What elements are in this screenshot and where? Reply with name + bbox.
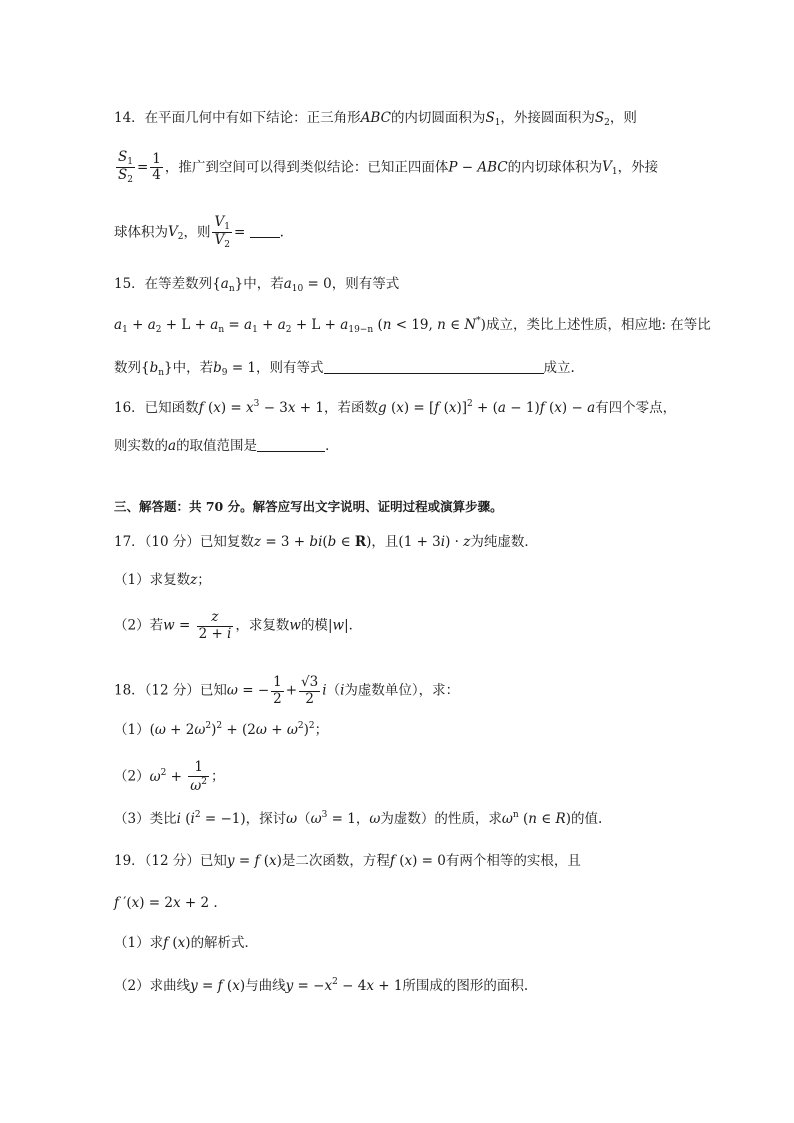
math-omega: ω (286, 811, 298, 827)
math-w-def: w = (163, 617, 195, 634)
math-y-fx: y = f (x) (226, 853, 282, 869)
math-z-def: z = 3 + bi(b ∈ R) (253, 534, 372, 550)
q16-line1: 16．已知函数f $(x) = x^3 - 3x + 1$，若函数g (x) = [f (x)]$^2$ + (a − 1)f (x) − a有四个零点， (114, 399, 677, 416)
math-expr-part2: $\omega^2$ + (149, 767, 187, 785)
q17-line1: 17．（10 分）已知复数z = 3 + bi(b ∈ R)，且(1 + 3i) · z为纯虚数． (114, 534, 538, 550)
answer-blank-14[interactable] (250, 225, 280, 238)
math-z: z (190, 572, 198, 588)
answer-blank-15[interactable] (324, 361, 544, 374)
fraction-one-over-omega2: $\frac{1}{\omega^2}$ (190, 759, 207, 794)
math-i-unit: i (340, 682, 345, 699)
q14-line2: $\frac{S_1}{S_2}$ = $\frac{1}{4}$ ，推广到空间可以得到类似结论：已知正四面体P − ABC的内切球体积为$V_1$，外接 (118, 149, 659, 186)
math-a10: $a_{10} = 0$ (283, 276, 332, 294)
math-s2: $S_2$ (594, 110, 610, 128)
math-omega-def: ω = − (226, 682, 270, 699)
q15-line3: 数列$\{b_n\}$中，若$b_9 = 1$，则有等式 成立. (114, 360, 575, 378)
q19-line2 (114, 897, 218, 911)
fraction-v1-v2: $\frac{V_1}{V_2}$ (214, 214, 230, 251)
q19-part2: （2）求曲线y = f (x)与曲线$y = -x^2 - 4x + 1$所围成的图形的面积. (114, 977, 529, 994)
math-omega-n: $\omega^n$ (n ∈ R) (501, 810, 571, 827)
math-v1: $V_1$ (602, 159, 618, 178)
q17-part2: （2）若w = $\frac{z}{2 + i}$ ，求复数w的模|w|． (114, 609, 363, 642)
q17-part1: （1）求复数z； (114, 572, 211, 588)
math-omega-2: ω (369, 811, 381, 827)
math-a: a (168, 438, 177, 454)
math-pabc: P − ABC (448, 159, 508, 176)
math-seq-an: $\{a_n\}$ (212, 276, 244, 294)
fraction-s1-s2: $\frac{S_1}{S_2}$ (118, 149, 133, 186)
math-b9: $b_9 = 1$ (213, 360, 257, 378)
answer-blank-16[interactable] (257, 439, 325, 452)
math-fx-zero: f (x) = 0 (389, 853, 446, 869)
q15-line1: 15．在等差数列$\{a_n\}$中，若$a_{10} = 0$，则有等式 (114, 276, 400, 294)
math-expr-part1: $(\omega + 2\omega^2)^2 + (2\omega + \omega^2)^2$ (149, 721, 315, 738)
q15-line2: $a_1 + a_2 + L + a_n = a_1 + a_2 + L + a_{19-n}$ (n < 19, n ∈ N*)成立，类比上述性质，相应地: 在等比 (114, 316, 711, 335)
q16-line2: 则实数的a的取值范围是 ． (114, 438, 339, 454)
q18-line1: 18．（12 分）已知ω = − $\frac{1}{2}$ + $\frac{√3}{2}$ i（i为虚数单位），求： (114, 674, 460, 707)
math-s1: $S_1$ (485, 110, 501, 128)
math-fx-def: f $(x) = x^3 - 3x + 1$ (198, 399, 324, 416)
q14-line1: 14．在平面几何中有如下结论：正三角形ABC的内切圆面积为$S_1$，外接圆面积为$S_2$，则 (114, 110, 637, 128)
math-i: i (322, 682, 327, 699)
math-seq-bn: $\{b_n\}$ (141, 360, 173, 378)
fraction-sqrt3-half: $\frac{√3}{2}$ (301, 674, 319, 707)
q14-line3: 球体积为$V_2$，则 $\frac{V_1}{V_2}$ = . (114, 214, 284, 251)
math-abs-w: |w| (327, 617, 349, 634)
math-gx-def: g (x) = [f (x)]$^2$ + (a − 1)f (x) − a (378, 399, 596, 416)
section-heading-3: 三、解答题：共 70 分。解答应写出文字说明、证明过程或演算步骤。 (114, 499, 503, 514)
math-pure-imag: (1 + 3i) · z (398, 534, 471, 550)
fraction-one-quarter: $\frac{1}{4}$ (152, 150, 161, 184)
math-fx: f (x) (163, 935, 191, 951)
math-curve: $y = -x^2 - 4x + 1$ (285, 977, 403, 994)
q18-part1: $(1)(\omega + 2\omega^2)^2 + (2\omega + \omega^2)^2$； (114, 721, 329, 738)
math-y-fx-2: y = f (x) (190, 978, 246, 994)
q18-part2: $(2)\omega^2$ + $\frac{1}{\omega^2}$ ； (114, 759, 225, 794)
q19-line1: 19．（12 分）已知y = f (x)是二次函数，方程f (x) = 0有两个相等的实根，且 (114, 853, 581, 869)
math-equality-arith: $a_1 + a_2 + L + a_n = a_1 + a_2 + L + a_{19-n}$ (n < 19, n ∈ N*) (114, 316, 486, 335)
math-abc: ABC (360, 110, 391, 126)
fraction-z-over-2i: $\frac{z}{2 + i}$ (198, 609, 232, 642)
q18-part3: （3）类比i $(i^2 = -1)$，探讨$\omega(\omega^3 = 1$，ω为虚数）的性质，求$\omega^n$ (n ∈ R)的值. (114, 810, 603, 827)
math-fprime: f ′(x) = 2x + 2 . (114, 895, 218, 911)
q19-part1: （1）求f (x)的解析式． (114, 935, 259, 951)
fraction-half: $\frac{1}{2}$ (273, 674, 282, 707)
math-w: w (289, 617, 301, 634)
math-omega-cubed: $\omega^3 = 1$ (310, 810, 356, 827)
math-v2: $V_2$ (168, 224, 184, 243)
math-i-squared: i $(i^2 = -1)$ (176, 810, 246, 827)
